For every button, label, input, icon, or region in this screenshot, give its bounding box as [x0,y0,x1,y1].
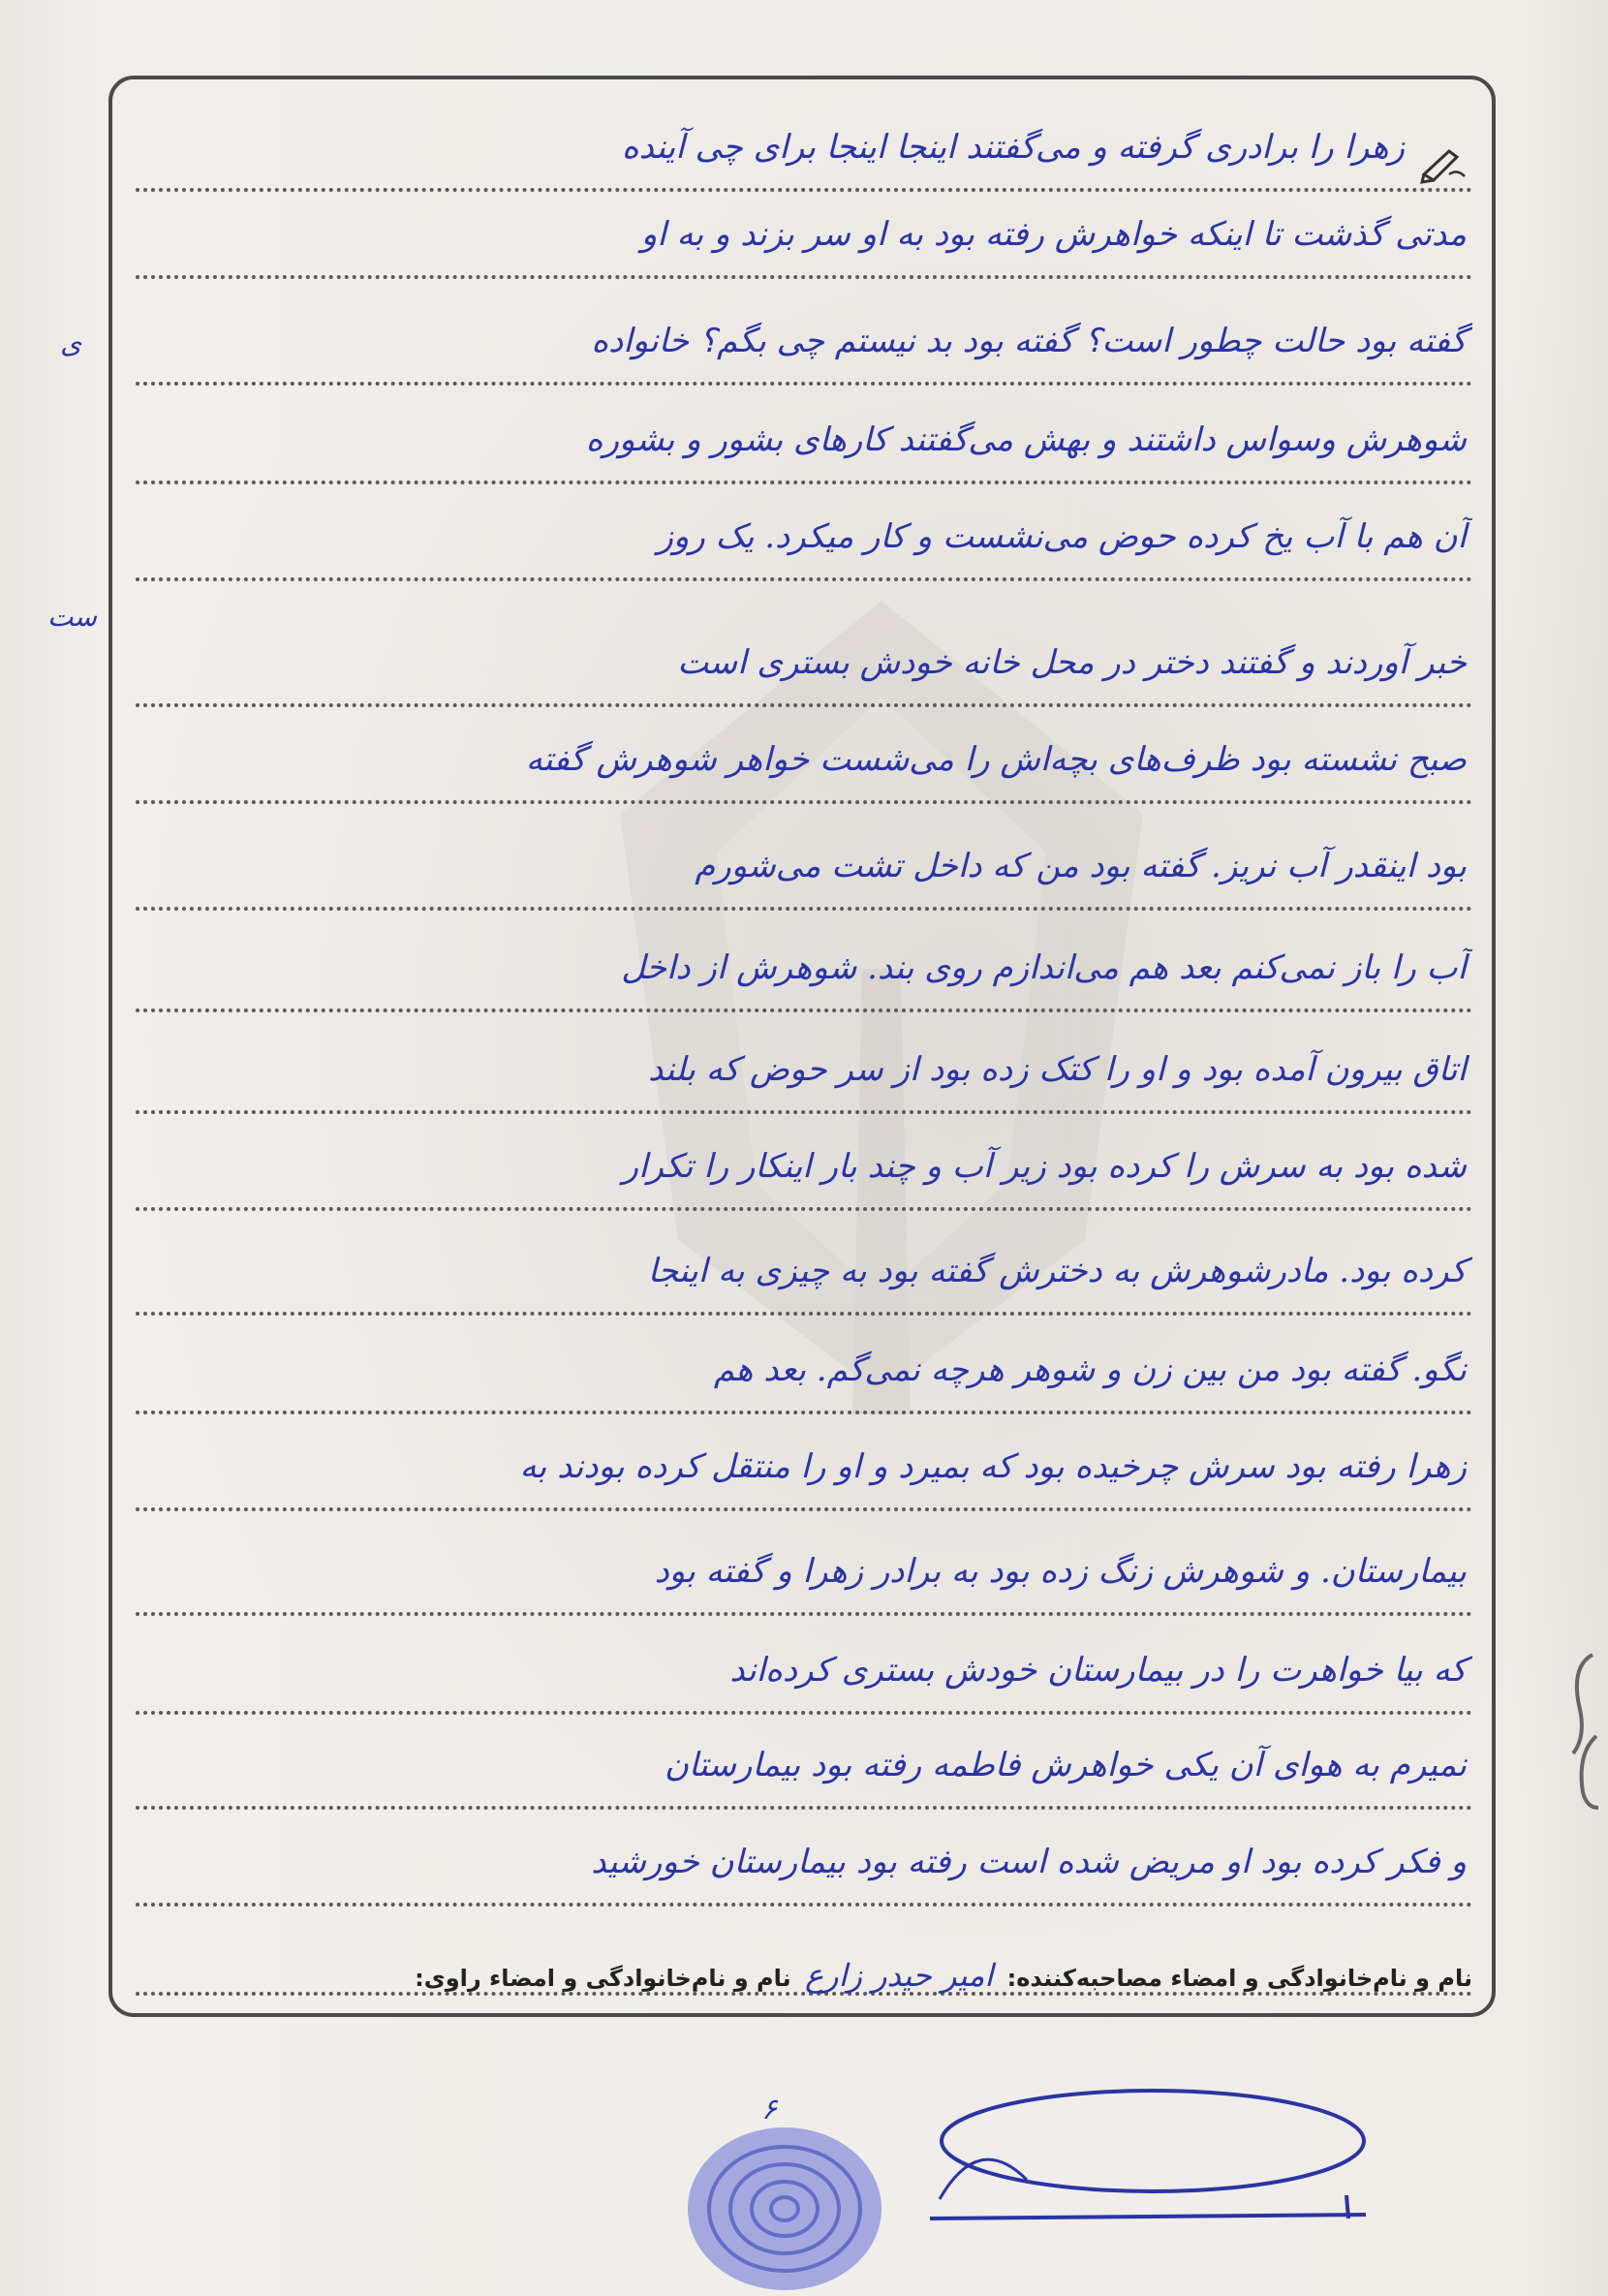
text-line: اتاق بیرون آمده بود و او را کتک زده بود از سر حوض که بلند [136,1027,1472,1114]
text-line: گفته بود حالت چطور است؟ گفته بود بد نیستم چی بگم؟ خانواده [136,298,1472,386]
text-line: آن هم با آب یخ کرده حوض می‌نشست و کار میکرد. یک روز [136,494,1472,581]
page-number: ۶ [761,2093,778,2126]
margin-note: ی [60,327,81,359]
narrator-signature-mark [920,2073,1385,2267]
binder-clip [1563,1647,1608,1812]
text-line: بود اینقدر آب نریز. گفته بود من که داخل تشت می‌شورم [136,823,1472,911]
fingerprint-stamp [668,2093,901,2296]
text-line: صبح نشسته بود ظرف‌های بچه‌اش را می‌شست خواهر شوهرش گفته [136,717,1472,804]
text-line: بیمارستان. و شوهرش زنگ زده بود به برادر زهرا و گفته بود [136,1529,1472,1616]
narrator-label: نام و نام‌خانوادگی و امضاء راوی: [415,1965,791,1992]
text-line: شوهرش وسواس داشتند و بهش می‌گفتند کارهای بشور و بشوره [136,397,1472,484]
text-line: زهرا رفته بود سرش چرخیده بود که بمیرد و او را منتقل کرده بودند به [136,1424,1472,1511]
text-line: شده بود به سرش را کرده بود زیر آب و چند بار اینکار را تکرار [136,1124,1472,1211]
text-line: که بیا خواهرت را در بیمارستان خودش بستری کرده‌اند [136,1628,1472,1715]
signature-footer [136,1957,1472,1994]
text-line: کرده بود. مادرشوهرش به دخترش گفته بود به چیزی به اینجا [136,1228,1472,1316]
text-line: آب را باز نمی‌کنم بعد هم می‌اندازم روی بند. شوهرش از داخل [136,925,1472,1012]
interviewer-label: نام و نام‌خانوادگی و امضاء مصاحبه‌کننده: [1006,1965,1472,1992]
interviewer-signature: امیر حیدر زارع [805,1957,994,1994]
text-line: مدتی گذشت تا اینکه خواهرش رفته بود به او سر بزند و به او [136,192,1472,279]
text-line: زهرا را برادری گرفته و می‌گفتند اینجا اینجا برای چی آینده [136,105,1472,192]
text-line: و فکر کرده بود او مریض شده است رفته بود بیمارستان خورشید [136,1819,1472,1907]
text-line: نمیرم به هوای آن یکی خواهرش فاطمه رفته بود بیمارستان [136,1722,1472,1810]
text-line: خبر آوردند و گفتند دختر در محل خانه خودش بستری است [136,620,1472,707]
margin-note: ست [47,601,97,633]
text-line: نگو. گفته بود من بین زن و شوهر هرچه نمی‌گم. بعد هم [136,1327,1472,1414]
